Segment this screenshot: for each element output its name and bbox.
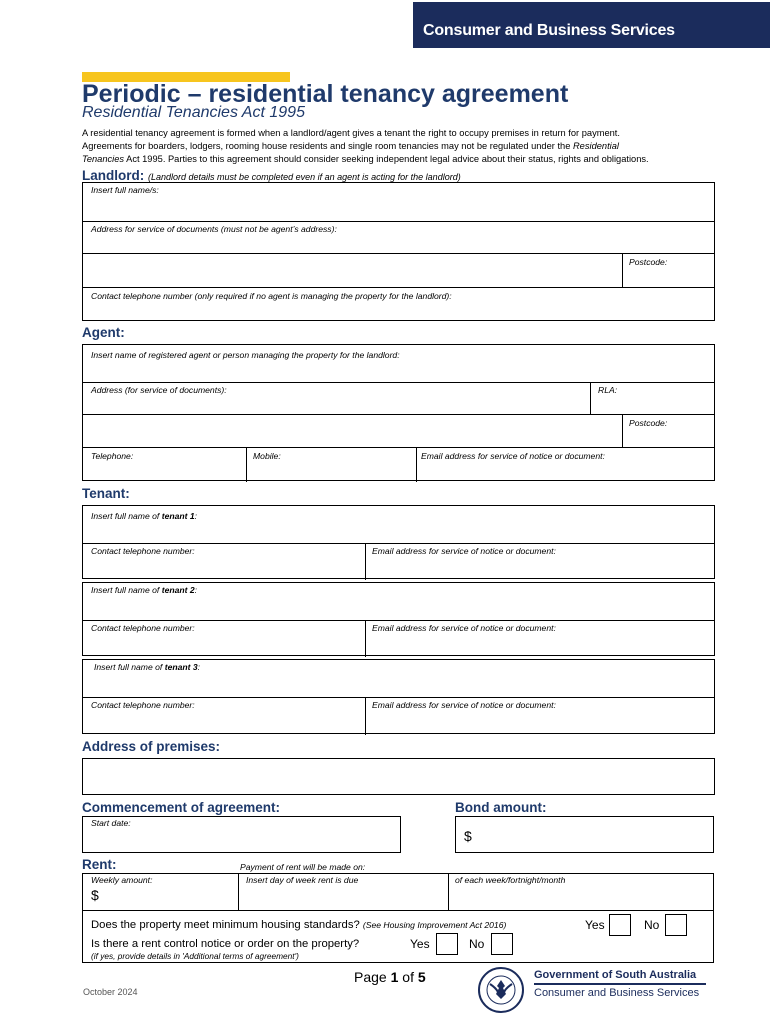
q2-yes-label: Yes	[410, 937, 430, 951]
agent-rla-cell[interactable]	[590, 383, 716, 414]
tenant-2-email-label: Email address for service of notice or document:	[372, 623, 556, 633]
agent-mobile-cell[interactable]	[246, 448, 416, 482]
q1-no-checkbox[interactable]	[665, 914, 687, 936]
bond-amount-field[interactable]	[455, 816, 714, 853]
tenant-3-email-label: Email address for service of notice or document:	[372, 700, 556, 710]
agent-rla-label: RLA:	[598, 385, 618, 395]
agent-postcode-cell[interactable]	[622, 415, 716, 447]
q2-yes-checkbox[interactable]	[436, 933, 458, 955]
rent-day-cell[interactable]	[238, 874, 448, 910]
rent-weekly-label: Weekly amount:	[91, 875, 153, 885]
document-date: October 2024	[83, 987, 138, 997]
q2-no-checkbox[interactable]	[491, 933, 513, 955]
intro-act-italic-1: Residential	[572, 141, 619, 151]
tenant-1-phone-label: Contact telephone number:	[91, 546, 195, 556]
premises-field[interactable]	[82, 758, 715, 795]
tenant-1-table	[82, 505, 715, 579]
tenant-2-name-label: Insert full name of tenant 2:	[91, 585, 198, 595]
premises-heading: Address of premises:	[82, 739, 221, 754]
agent-mobile-label: Mobile:	[253, 451, 281, 461]
intro-line-2: Agreements for boarders, lodgers, rooming house residents and single room tenancies may not be regulated under the	[82, 141, 573, 151]
agent-address-row[interactable]	[83, 382, 714, 414]
rent-period-cell[interactable]	[448, 874, 715, 910]
tenant-2-name-row[interactable]	[83, 583, 714, 620]
landlord-name-row[interactable]	[83, 183, 714, 221]
rent-period-label: of each week/fortnight/month	[455, 875, 566, 885]
commencement-heading: Commencement of agreement:	[82, 800, 281, 815]
agent-table	[82, 344, 715, 481]
question-rent-control: Is there a rent control notice or order on the property?	[91, 938, 360, 950]
rent-row	[83, 874, 713, 910]
landlord-name-label: Insert full name/s:	[91, 185, 159, 195]
questions-box	[82, 911, 714, 963]
agent-name-label: Insert name of registered agent or person managing the property for the landlord:	[91, 350, 400, 360]
agent-name-row[interactable]	[83, 345, 714, 382]
agent-email-label: Email address for service of notice or document:	[421, 451, 605, 461]
gov-logo-rule	[534, 983, 706, 985]
header-banner	[413, 2, 770, 48]
rent-table	[82, 873, 714, 911]
bond-currency: $	[464, 828, 472, 844]
tenant-3-name-row[interactable]	[83, 660, 714, 697]
tenant-1-name-label: Insert full name of tenant 1:	[91, 511, 198, 521]
agent-contact-row	[83, 447, 714, 482]
south-australia-seal-icon	[476, 966, 526, 1014]
page-subtitle: Residential Tenancies Act 1995	[82, 104, 305, 121]
tenant-3-email-cell[interactable]	[365, 698, 716, 735]
q1-no-label: No	[644, 918, 660, 932]
rent-heading: Rent:	[82, 857, 117, 872]
landlord-address-label: Address for service of documents (must not be agent’s address):	[91, 224, 337, 234]
agent-heading: Agent:	[82, 325, 125, 340]
agent-email-cell[interactable]	[416, 448, 716, 482]
landlord-phone-label: Contact telephone number (only required if no agent is managing the property for the landlord):	[91, 291, 452, 301]
rent-payment-note: Payment of rent will be made on:	[240, 862, 366, 872]
tenant-1-name-row[interactable]	[83, 506, 714, 543]
tenant-1-email-cell[interactable]	[365, 544, 716, 580]
landlord-phone-row[interactable]	[83, 287, 714, 322]
landlord-postcode-label: Postcode:	[629, 257, 668, 267]
landlord-heading-text: Landlord:	[82, 168, 145, 183]
tenant-3-name-label: Insert full name of tenant 3:	[94, 662, 201, 672]
landlord-postcode-cell[interactable]	[622, 254, 716, 287]
start-date-label: Start date:	[91, 818, 131, 828]
landlord-table	[82, 182, 715, 321]
tenant-2-phone-label: Contact telephone number:	[91, 623, 195, 633]
question-rent-control-note: (if yes, provide details in 'Additional terms of agreement')	[91, 951, 299, 961]
rent-day-label: Insert day of week rent is due	[246, 875, 359, 885]
agent-telephone-label: Telephone:	[91, 451, 134, 461]
agent-address-row-2[interactable]	[83, 414, 714, 447]
question-housing-standards: Does the property meet minimum housing standards? (See Housing Improvement Act 2016)	[91, 919, 507, 931]
tenant-2-contact-row	[83, 620, 714, 657]
tenant-2-email-cell[interactable]	[365, 621, 716, 657]
landlord-address-row[interactable]	[83, 221, 714, 253]
landlord-note: (Landlord details must be completed even if an agent is acting for the landlord)	[148, 172, 461, 182]
tenant-1-contact-row	[83, 543, 714, 580]
tenant-3-contact-row	[83, 697, 714, 735]
bond-heading: Bond amount:	[455, 800, 547, 815]
tenant-1-email-label: Email address for service of notice or document:	[372, 546, 556, 556]
tenant-2-table	[82, 582, 715, 656]
agent-address-label: Address (for service of documents):	[91, 385, 227, 395]
tenant-heading: Tenant:	[82, 486, 130, 501]
rent-currency: $	[91, 887, 99, 903]
banner-title: Consumer and Business Services	[423, 22, 675, 39]
intro-line-1: A residential tenancy agreement is formed when a landlord/agent gives a tenant the right to occupy premises in return for payment.	[82, 128, 620, 138]
q1-yes-checkbox[interactable]	[609, 914, 631, 936]
page-title: Periodic – residential tenancy agreement	[82, 80, 569, 108]
gov-logo-line1: Government of South Australia	[534, 969, 697, 981]
tenant-3-table	[82, 659, 715, 734]
intro-act-italic-2: Tenancies	[82, 154, 125, 164]
intro-paragraph	[82, 127, 722, 166]
landlord-address-row-2[interactable]	[83, 253, 714, 287]
agent-postcode-label: Postcode:	[629, 418, 668, 428]
start-date-field[interactable]	[82, 816, 401, 853]
intro-line-3: Act 1995. Parties to this agreement should consider seeking independent legal advice about their status, rights and obligations.	[124, 154, 649, 164]
gov-logo-line2: Consumer and Business Services	[534, 987, 700, 999]
page-number: Page 1 of 5	[354, 969, 426, 985]
tenant-3-phone-label: Contact telephone number:	[91, 700, 195, 710]
q2-no-label: No	[469, 937, 485, 951]
q1-yes-label: Yes	[585, 918, 605, 932]
landlord-heading	[82, 168, 461, 183]
